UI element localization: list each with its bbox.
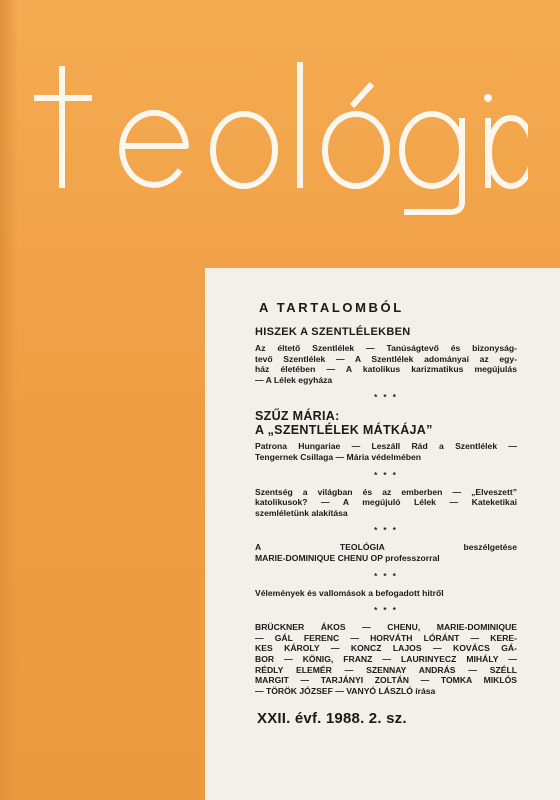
section-separator: * * *	[374, 571, 398, 581]
section-heading-line: HISZEK A SZENTLÉLEKBEN	[255, 326, 411, 338]
section-text-line: A TEOLÓGIA beszélgetése	[255, 542, 517, 553]
section-text-line: MARGIT — TARJÁNYI ZOLTÁN — TOMKA MIKLÓS	[255, 675, 517, 686]
section-text	[255, 441, 517, 462]
section-text-line: — GÁL FERENC — HORVÁTH LÓRÁNT — KERE-	[255, 632, 517, 643]
contents-section	[255, 542, 517, 563]
section-text-line: Tengernek Csillaga — Mária védelmében	[255, 451, 422, 462]
section-text-line: — TÖRÖK JÓZSEF — VANYÓ LÁSZLÓ írása	[255, 685, 436, 696]
section-separator: * * *	[374, 606, 398, 616]
contents-sections	[255, 326, 517, 696]
section-separator: * * *	[374, 470, 398, 480]
contents-section	[255, 409, 517, 462]
section-text-line: — A Lélek egyháza	[255, 374, 333, 385]
section-text-line: KES KÁROLY — KONCZ LAJOS — KOVÁCS GÁ-	[255, 643, 517, 654]
section-text	[255, 622, 517, 696]
section-text	[255, 542, 517, 563]
contents-kicker: A TARTALOMBÓL	[259, 300, 404, 315]
section-text-line: katolikusok? — A megújuló Lélek — Kateketikai	[255, 497, 517, 508]
table-of-contents	[255, 300, 517, 727]
section-heading-line: SZŰZ MÁRIA:	[255, 409, 340, 424]
section-separator: * * *	[374, 393, 398, 403]
section-text	[255, 588, 517, 599]
contents-section	[255, 487, 517, 519]
contents-section	[255, 588, 517, 599]
contents-section	[255, 326, 517, 385]
section-text	[255, 343, 517, 385]
contents-section	[255, 622, 517, 696]
section-text	[255, 487, 517, 519]
section-text-line: ház életében — A katolikus karizmatikus megújulás	[255, 364, 517, 375]
section-heading	[255, 326, 517, 339]
section-text-line: RÉDLY ELEMÉR — SZENNAY ANDRÁS — SZÉLL	[255, 664, 517, 675]
teologia-logo	[28, 46, 528, 216]
section-text-line: BOR — KÖNIG, FRANZ — LAURINYECZ MIHÁLY —	[255, 653, 517, 664]
issue-number: XXII. évf. 1988. 2. sz.	[257, 710, 407, 728]
section-text-line: Vélemények és vallomások a befogadott hitről	[255, 587, 444, 598]
section-text-line: Az éltető Szentlélek — Tanúságtevő és bizonyság-	[255, 343, 517, 353]
section-text-line: Patrona Hungariae — Leszáll Rád a Szentlélek —	[255, 441, 517, 452]
section-heading	[255, 409, 517, 437]
section-separator: * * *	[374, 526, 398, 536]
cover-spine-shadow	[0, 0, 18, 800]
section-heading-line: A „SZENTLÉLEK MÁTKÁJA”	[255, 423, 433, 438]
section-text-line: Szentség a világban és az emberben — „Elveszett”	[255, 486, 517, 497]
section-text-line: BRÜCKNER ÁKOS — CHENU, MARIE-DOMINIQUE	[255, 622, 517, 633]
section-text-line: tevő Szentlélek — A Szentlélek adományai az egy-	[255, 353, 517, 364]
section-text-line: MARIE-DOMINIQUE CHENU OP professzorral	[255, 552, 440, 563]
section-text-line: szemléletünk alakítása	[255, 507, 348, 518]
